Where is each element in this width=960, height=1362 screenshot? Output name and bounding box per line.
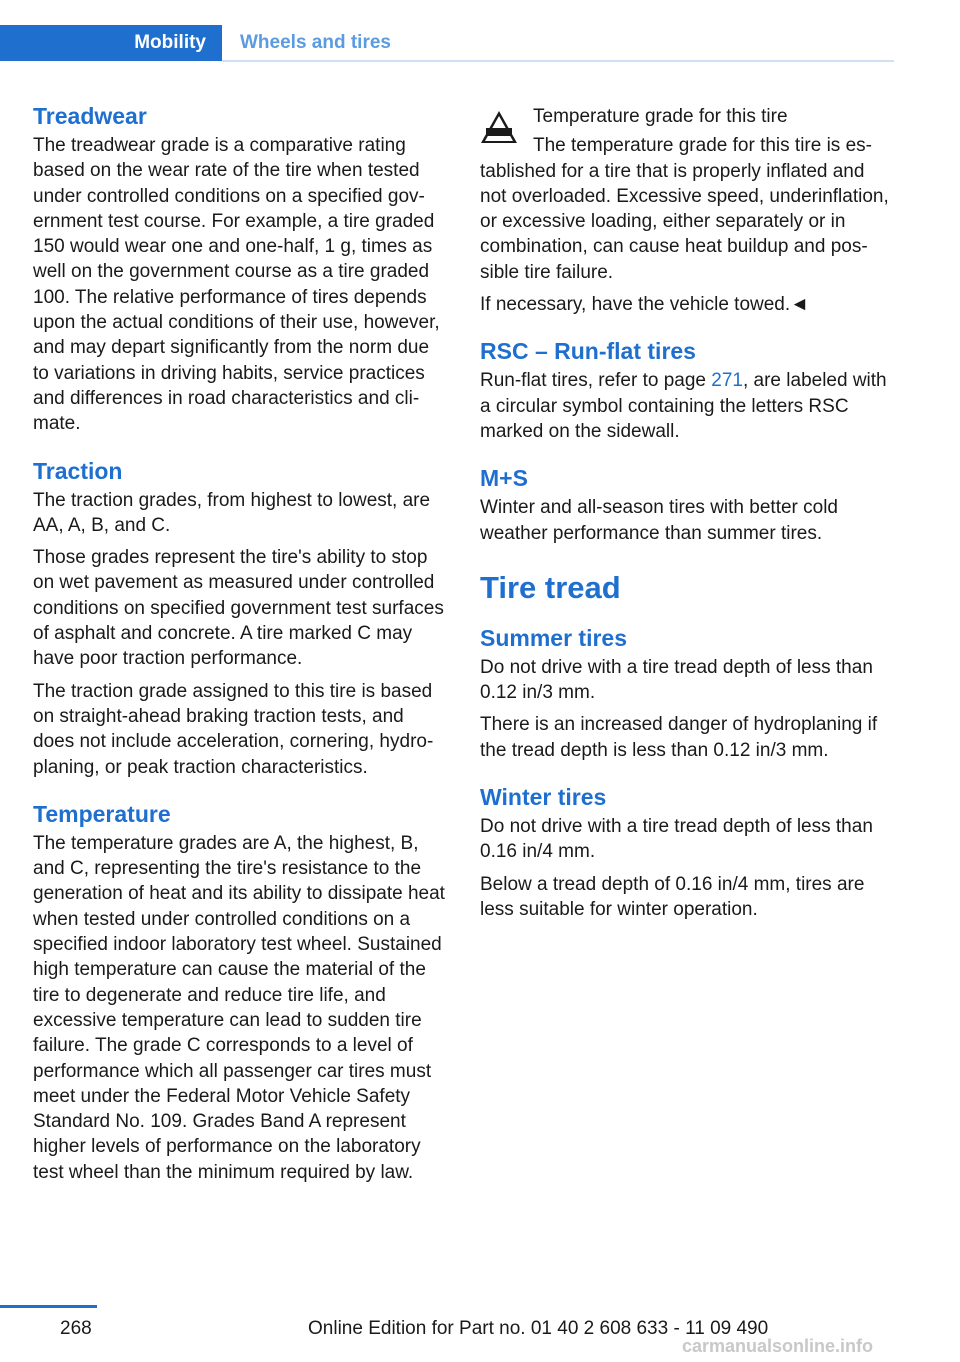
summer-tires-paragraph-1: Do not drive with a tire tread depth of less than 0.12 in/3 mm. xyxy=(480,656,873,704)
header-tab-mobility xyxy=(0,25,222,61)
header-rule xyxy=(222,60,894,62)
left-column xyxy=(33,102,449,1205)
tire-tread-heading: Tire tread xyxy=(480,569,621,605)
edition-text: Online Edition for Part no. 01 40 2 608 633 - 11 09 490 xyxy=(308,1318,769,1339)
warning-heading: Temperature grade for this tire xyxy=(533,106,788,127)
rsc-text-before: Run-flat tires, refer to page xyxy=(480,370,712,392)
page-link-271[interactable]: 271 xyxy=(711,370,743,392)
tire-tread-section xyxy=(480,570,896,922)
warning-note: If necessary, have the vehicle towed.◄ xyxy=(480,294,809,316)
summer-tires-section xyxy=(480,624,896,763)
header-tab-label: Mobility xyxy=(134,32,206,53)
ms-heading: M+S xyxy=(480,465,528,492)
traction-heading: Traction xyxy=(33,457,123,484)
traction-paragraph-2: Those grades represent the tire's ability to stop on wet pavement as measured under controlled conditions on specified government test surfaces of asphalt and concrete. A tire marked C may have poor traction performance. xyxy=(33,547,444,670)
traction-section xyxy=(33,457,449,780)
temperature-heading: Temperature xyxy=(33,800,171,827)
ms-section xyxy=(480,464,896,546)
rsc-section xyxy=(480,337,896,444)
traction-paragraph-3: The traction grade assigned to this tire is based on straight-ahead braking traction tests, and does not include acceleration, cornering, hydroplaning, or peak traction characteristics. xyxy=(33,680,434,778)
temperature-paragraph: The temperature grades are A, the highest, B, and C, representing the tire's resistance to the generation of heat and its ability to dissipate heat when tested under controlled conditions on a specified indoor laboratory test wheel. Sustained high temperature can cause the material of the tire to degenerate and reduce tire life, and excessive temperature can lead to sudden tire failure. The grade C corresponds to a level of performance which all passenger car tires must meet under the Federal Motor Vehicle Safety Standard No. 109. Grades Band A represent higher levels of performance on the laboratory test wheel than the minimum required by law. xyxy=(33,832,445,1183)
winter-tires-paragraph-2: Below a tread depth of 0.16 in/4 mm, tires are less suitable for winter operation. xyxy=(480,873,865,920)
summer-tires-paragraph-2: There is an increased danger of hydroplaning if the tread depth is less than 0.12 in/3 mm. xyxy=(480,714,878,761)
winter-tires-heading: Winter tires xyxy=(480,784,607,811)
treadwear-section xyxy=(33,102,449,437)
traction-paragraph-1: The traction grades, from highest to lowest, are AA, A, B, and C. xyxy=(33,489,431,536)
treadwear-heading: Treadwear xyxy=(33,103,147,129)
footer-rule xyxy=(0,1305,97,1308)
rsc-text-after: , are labeled with a circular symbol containing the letters RSC marked on the sidewall. xyxy=(480,370,887,442)
page-number: 268 xyxy=(60,1318,92,1339)
ms-paragraph: Winter and all-season tires with better cold weather performance than summer tires. xyxy=(480,497,838,544)
temperature-section xyxy=(33,800,449,1185)
rsc-paragraph xyxy=(480,368,896,444)
summer-tires-heading: Summer tires xyxy=(480,624,628,651)
winter-tires-paragraph-1: Do not drive with a tire tread depth of less than 0.16 in/4 mm. xyxy=(480,816,873,863)
rsc-heading: RSC – Run-flat tires xyxy=(480,338,696,365)
winter-tires-section xyxy=(480,783,896,922)
treadwear-paragraph: The treadwear grade is a comparative rating based on the wear rate of the tire when tested under controlled conditions on a specified government test course. For example, a tire graded 150 would wear one and one-half, 1 g, times as well on the government course as a tire graded 100. The relative performance of tires depends upon the actual conditions of their use, however, and may depart significantly from the norm due to variations in driving habits, service practices and differences in road characteristics and climate. xyxy=(33,135,440,435)
warning-box xyxy=(480,102,896,317)
watermark: carmanualsonline.info xyxy=(682,1336,874,1356)
header-section-title: Wheels and tires xyxy=(240,32,391,53)
warning-triangle-icon xyxy=(480,110,518,144)
warning-body: The temperature grade for this tire is established for a tire that is properly inflated and not overloaded. Excessive speed, underinflation, or excessive loading, either separately or in combination, can cause heat buildup and possible tire failure. xyxy=(480,135,889,283)
right-column xyxy=(480,102,896,942)
